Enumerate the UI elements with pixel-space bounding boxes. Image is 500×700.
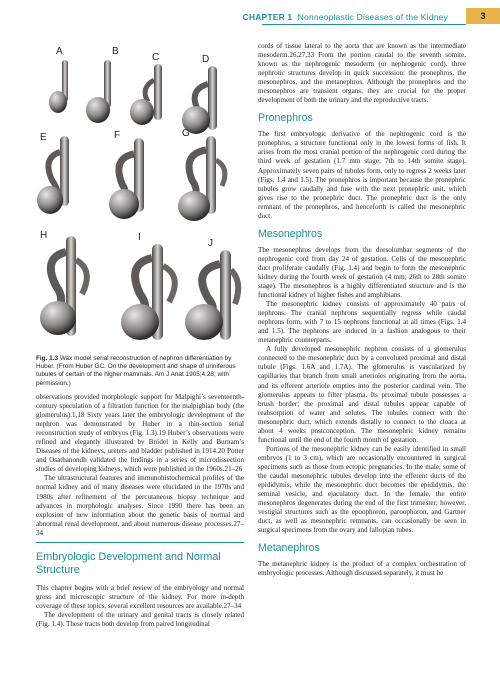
model-b bbox=[86, 60, 111, 123]
left-paragraph-1: observations provided morphologic support for Malpighi’s seventeenth-century speculation of a filtration function for the malpighian body (the glomerulus).1,18 Sixty years later the embryologic development of the nephron was demonstrated by Huber in a thin-section serial reconstruction study of embryos (Fig. 1.3).19 Huber’s observations were refined and elegantly illustrated by Brödel in Kelly and Burnam’s Diseases of the kidneys, ureters and bladder published in 1914.20 Potter and Osathanondh validated the findings in a series of microdissection studies of developing kidneys, which were published in the 1960s.21–26 bbox=[36, 393, 244, 474]
panel-letter-d: D bbox=[202, 54, 210, 65]
caption-label: Fig. 1.3 bbox=[36, 355, 59, 362]
model-j bbox=[185, 250, 238, 340]
model-f bbox=[109, 138, 144, 219]
model-g bbox=[178, 136, 225, 221]
section-rule bbox=[36, 542, 244, 543]
running-header bbox=[0, 0, 500, 32]
right-column bbox=[258, 42, 466, 578]
panel-letter-h: H bbox=[40, 230, 48, 241]
heading-pronephros: Pronephros bbox=[258, 112, 313, 125]
caption-text: Wax model serial reconstruction of nephron differentiation by Huber. (From Huber GC. On the development and shape of uriniferous tubules of certain of the higher mammals. Am J Anat 1905;4:28; with permission.) bbox=[36, 355, 236, 387]
page-number: 3 bbox=[466, 8, 500, 24]
mesonephros-paragraph-2: The mesonephric kidney consists of approximately 40 pairs of nephrons. The cranial nephrons sequentially regress while caudal nephrons form, with 7 to 15 nephrons functional at all times (Figs. 1.4 and 1.5). The nephrons are induced in a fashion analogous to their metanephric counterparts. bbox=[258, 300, 466, 345]
pronephros-paragraph: The first embryologic derivative of the nephrogenic cord is the pronephros, a structure functional only in the lowest forms of fish. It arises from the most cranial portion of the nephrogenic cord during the third week of gestation (1.7 mm stage; 7th to 14th somite stage). Approximately seven pairs of tubules form, only to regress 2 weeks later (Figs. 1.4 and 1.5). The pronephros is important because the pronephric tubules grow caudally and fuse with the next pronephric unit, which gives rise to the pronephric duct. The pronephric duct is the only remnant of the pronephros, and henceforth is called the mesonephric duct. bbox=[258, 130, 466, 220]
metanephros-paragraph: The metanephric kidney is the product of a complex orchestration of embryologic processes. Although discussed separately, it must be bbox=[258, 560, 466, 578]
panel-letter-a: A bbox=[56, 46, 63, 57]
chapter-header bbox=[243, 12, 448, 22]
model-d bbox=[182, 66, 217, 134]
model-e bbox=[37, 136, 69, 214]
panel-letter-j: J bbox=[208, 238, 213, 249]
left-paragraph-2: The ultrastructural features and immunohistochemical profiles of the normal kidney and of many diseases were elucidated in the 1970s and 1980s after refinement of the percutaneous biopsy technique and advances in morphologic analyses. Since 1990 there has been an explosion of new information about the genetic basis of normal and abnormal renal development, and about numerous disease processes.27–34 bbox=[36, 474, 244, 537]
left-column bbox=[36, 393, 244, 629]
model-i bbox=[121, 244, 175, 340]
figure-caption bbox=[36, 355, 242, 388]
figure-1-3-illustration bbox=[36, 40, 246, 345]
panel-letter-e: E bbox=[40, 132, 47, 143]
model-a bbox=[49, 60, 68, 113]
model-h bbox=[40, 236, 87, 336]
left-section-paragraph-2: The development of the urinary and genital tracts is closely related (Fig. 1.4). These tracts both develop from paired longitudinal bbox=[36, 610, 244, 628]
left-section-paragraph-1: This chapter begins with a brief review of the embryology and normal gross and microscopic structure of the kidney. For more in-depth coverage of these topics, several excellent resources are available.27–34 bbox=[36, 583, 244, 610]
mesonephros-paragraph-3: A fully developed mesonephric nephron consists of a glomerulus connected to the mesonephric duct by a convoluted proximal and distal tubule (Figs. 1.6A and 1.7A). The glomerulus is vascularized by capillaries that branch from small arterioles originating from the aorta, and its efferent arteriole empties into the posterior cardinal vein. The glomerulus appears to filter plasma. Its proximal tubule possesses a brush border; the proximal and distal tubules appear capable of reabsorption of water and solutes. The tubules connect with the mesonephric duct, which extends distally to connect to the cloaca at about 4 weeks postconception. The mesonephric kidney remains functional until the end of the fourth month of gestation. bbox=[258, 345, 466, 444]
panel-letter-c: C bbox=[152, 52, 160, 63]
right-intro-paragraph: cords of tissue lateral to the aorta that are known as the intermediate mesoderm.26,27,33 From the portion caudal to the seventh somite, known as the nephrogenic mesoderm (or nephrogenic cord), three nephrotic structures develop in quick succession: the pronephros, the mesonephros, and the metanephros. Although the pronephros and the mesonephros are transient organs, they are crucial for the proper development of both the urinary and the reproductive tracts. bbox=[258, 42, 466, 105]
chapter-label: CHAPTER 1 bbox=[242, 12, 293, 22]
header-rule bbox=[262, 24, 466, 25]
mesonephros-paragraph-1: The mesonephros develops from the dorsolumbar segments of the nephrogenic cord from day 24 of gestation. Cells of the mesonephric duct proliferate caudally (Fig. 1.4) and begin to form the mesonephric kidney during the fourth week of gestation (4 mm; 26th to 28th somite stage). The mesonephros is a highly differentiated structure and is the functional kidney of higher fishes and amphibians. bbox=[258, 245, 466, 300]
mesonephros-paragraph-4: Portions of the mesonephric kidney can be easily identified in small embryos (1 to 3 cm), which are occasionally encountered in surgical specimens such as those from ectopic pregnancies. In the male, some of the caudal mesonephric tubules develop into the efferent ducts of the epididymis, while the mesonephric duct becomes the epididymis, the seminal vesicle, and ejaculatory duct. In the female, the entire mesonephros degenerates during the end of the first trimester; however, vestigial structures such as the epoophoron, paroophoron, and Gartner duct, as well as mesonephric remnants, can occasionally be seen in surgical specimens from the ovary and fallopian tubes. bbox=[258, 444, 466, 535]
heading-metanephros: Metanephros bbox=[258, 542, 320, 555]
chapter-title: Nonneoplastic Diseases of the Kidney bbox=[297, 12, 448, 22]
section-heading-embryologic-development: Embryologic Development and Normal Structure bbox=[36, 550, 221, 577]
wax-model-drawings bbox=[36, 40, 246, 345]
panel-letter-i: I bbox=[138, 232, 141, 243]
panel-letter-g: G bbox=[182, 128, 190, 139]
panel-letter-b: B bbox=[112, 46, 119, 57]
model-c bbox=[130, 64, 162, 125]
heading-mesonephros: Mesonephros bbox=[258, 227, 323, 240]
panel-letter-f: F bbox=[114, 130, 121, 141]
